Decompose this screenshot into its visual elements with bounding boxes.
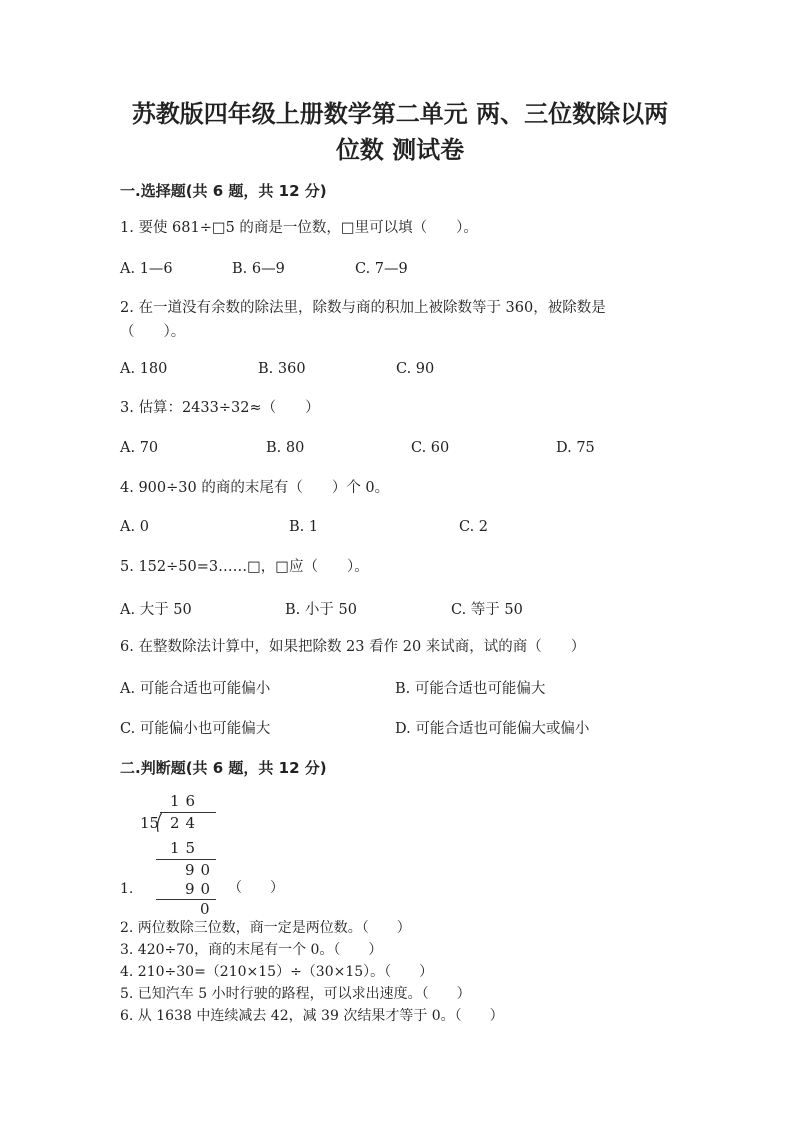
question-3: 3. 估算：2433÷32≈（ ）: [120, 400, 320, 416]
judgment-5: 5. 已知汽车 5 小时行驶的路程，可以求出速度。（ ）: [120, 986, 471, 1002]
q1-option-c[interactable]: C. 7—9: [355, 261, 408, 277]
division-quotient: 16: [170, 792, 202, 810]
division-remainder: 0: [200, 900, 216, 918]
division-bracket: [155, 811, 163, 833]
division-step-2: 90: [185, 861, 217, 879]
q3-option-d[interactable]: D. 75: [556, 440, 595, 456]
judgment-3: 3. 420÷70，商的末尾有一个 0。（ ）: [120, 942, 383, 958]
question-1: 1. 要使 681÷□5 的商是一位数，□里可以填（ ）。: [120, 220, 478, 236]
q3-option-b[interactable]: B. 80: [266, 440, 305, 456]
division-rule-1: [156, 859, 216, 860]
division-divisor: 15: [140, 814, 160, 832]
question-5: 5. 152÷50=3……□，□应（ ）。: [120, 559, 369, 575]
judgment-1-answer-paren[interactable]: （ ）: [228, 880, 284, 896]
section-heading-choice: 一.选择题(共 6 题，共 12 分): [120, 182, 327, 200]
q6-option-a[interactable]: A. 可能合适也可能偏小: [120, 681, 271, 697]
page-title-line1: 苏教版四年级上册数学第二单元 两、三位数除以两: [131, 100, 669, 128]
q3-option-c[interactable]: C. 60: [411, 440, 450, 456]
q1-option-b[interactable]: B. 6—9: [232, 261, 285, 277]
q5-option-c[interactable]: C. 等于 50: [451, 602, 523, 618]
judgment-6: 6. 从 1638 中连续减去 42，减 39 次结果才等于 0。（ ）: [120, 1008, 504, 1024]
division-dividend: 24: [170, 814, 202, 832]
division-bar: [160, 812, 216, 813]
q6-option-d[interactable]: D. 可能合适也可能偏大或偏小: [395, 721, 590, 737]
page-title-line2: 位数 测试卷: [335, 136, 465, 164]
question-6: 6. 在整数除法计算中，如果把除数 23 看作 20 来试商，试的商（ ）: [120, 639, 586, 655]
q5-option-b[interactable]: B. 小于 50: [285, 602, 357, 618]
q4-option-b[interactable]: B. 1: [289, 519, 319, 535]
q3-option-a[interactable]: A. 70: [120, 440, 159, 456]
division-step-1: 15: [170, 839, 202, 857]
judgment-2: 2. 两位数除三位数，商一定是两位数。（ ）: [120, 920, 411, 936]
q2-option-c[interactable]: C. 90: [396, 361, 435, 377]
q1-option-a[interactable]: A. 1—6: [120, 261, 173, 277]
q4-option-a[interactable]: A. 0: [120, 519, 149, 535]
q5-option-a[interactable]: A. 大于 50: [120, 602, 192, 618]
question-2-continued: （ ）。: [120, 324, 186, 340]
q2-option-b[interactable]: B. 360: [258, 361, 306, 377]
question-2: 2. 在一道没有余数的除法里，除数与商的积加上被除数等于 360，被除数是: [120, 300, 606, 316]
division-step-3: 90: [185, 880, 217, 898]
q4-option-c[interactable]: C. 2: [459, 519, 489, 535]
q2-option-a[interactable]: A. 180: [120, 361, 168, 377]
judgment-4: 4. 210÷30=（210×15）÷（30×15）。（ ）: [120, 964, 434, 980]
q6-option-c[interactable]: C. 可能偏小也可能偏大: [120, 721, 271, 737]
question-4: 4. 900÷30 的商的末尾有（ ）个 0。: [120, 480, 390, 496]
judgment-1-number: 1.: [120, 881, 134, 897]
section-heading-judgment: 二.判断题(共 6 题，共 12 分): [120, 759, 327, 777]
q6-option-b[interactable]: B. 可能合适也可能偏大: [395, 681, 546, 697]
